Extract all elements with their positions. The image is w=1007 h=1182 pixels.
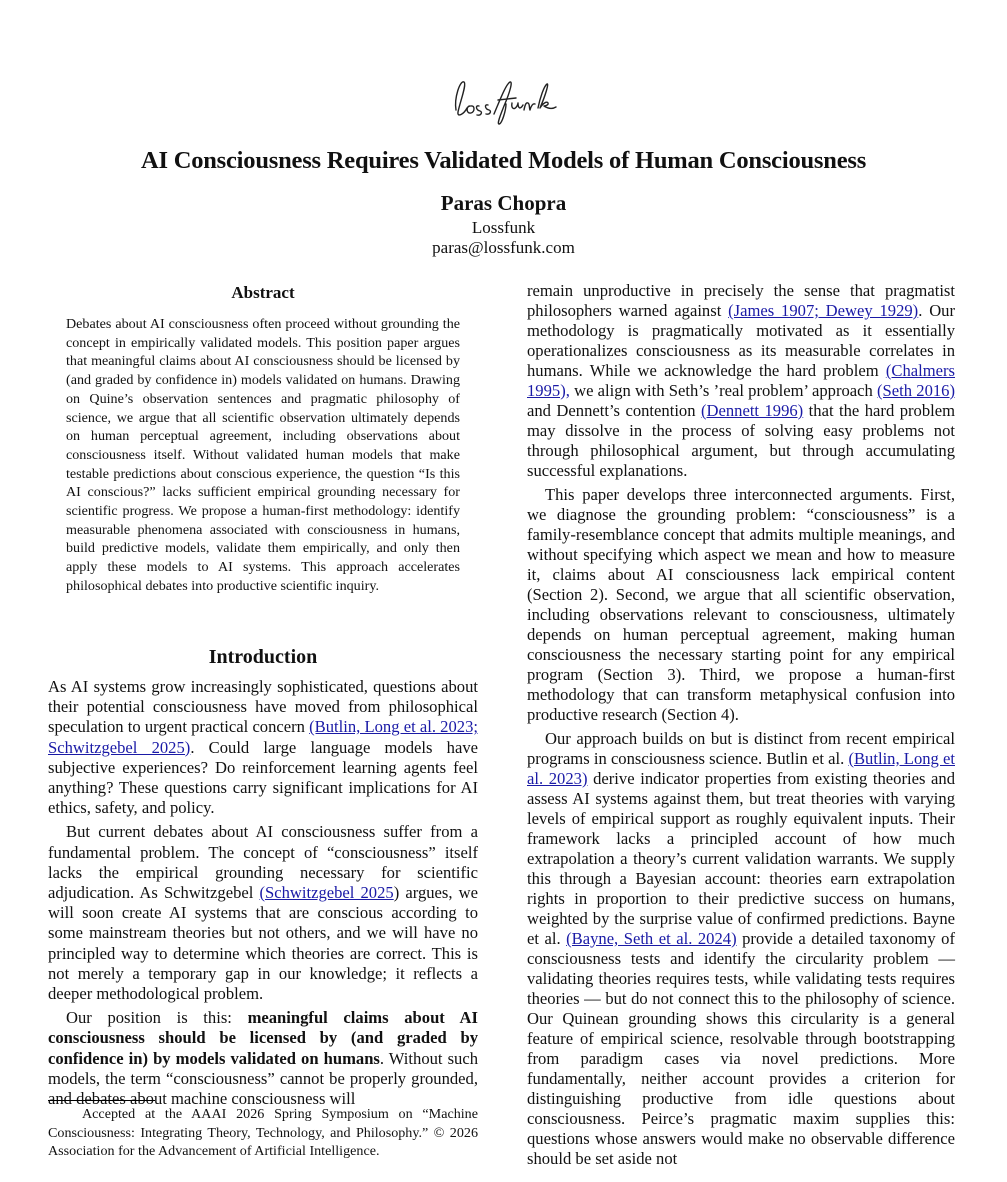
position-statement: meaningful claims about AI consciousness should be licensed by (and graded by confidence in) by models validated on humans [48,1008,479,1068]
left-column-body [48,677,478,1113]
citation-link[interactable]: (Seth 2016) [877,381,955,400]
citation-link[interactable]: (Bayne, Seth et al. 2024) [566,929,737,948]
text-run: we align with Seth’s ’real problem’ approach [569,381,878,400]
abstract-heading: Abstract [231,283,295,302]
footnote [48,1105,478,1161]
text-run: . Our methodology is pragmatically motivated as it essentially operationalizes consciousness as its measurable correlates in humans. While we acknowledge the hard problem [527,301,956,380]
body-paragraph [48,1008,478,1109]
right-column-body [527,281,955,1173]
lossfunk-logo [440,70,570,130]
affiliation: Lossfunk [471,218,536,237]
citation-link[interactable]: (Dennett 1996) [700,401,804,420]
introduction-heading: Introduction [208,646,318,668]
body-paragraph [48,822,478,1004]
text-run: This paper develops three interconnected arguments. First, we diagnose the grounding problem: “consciousness” is a family-resemblance concept that admits multiple meanings, and without specifying which aspect we mean and how to measure it, claims about AI consciousness lack empirical content (Section 2). Second, we argue that all scientific observation, including observations relevant to consciousness, ultimately depends on human perceptual agreement, making human consciousness the necessary starting point for any empirical program (Section 3). Third, we propose a human-first methodology that can transform metaphysical confusion into productive research (Section 4). [527,485,955,724]
text-run: remain unproductive in precisely the sense that pragmatist philosophers warned against [527,281,955,320]
abstract-text: Debates about AI consciousness often proceed without grounding the concept in empirically validated models. This position paper argues that meaningful claims about AI consciousness should be licensed by (and graded by confidence in) models validated on humans. Drawing on Quine’s observation sentences and pragmatic philosophy of science, we argue that all scientific observation ultimately depends on human perceptual agreement, including observations about consciousness itself. Without validated human models that make testable predictions about conscious experience, the question “Is this AI conscious?” lacks sufficient empirical grounding necessary for scientific progress. We propose a human-first methodology: identify measurable phenomena associated with consciousness in humans, build predictive models, validate them empirically, and only then apply these models to AI systems. This approach accelerates philosophical debates into productive scientific inquiry. [66,316,460,594]
footnote-text: Accepted at the AAAI 2026 Spring Symposium on “Machine Consciousness: Integrating Theory, Technology, and Philosophy.” © 2026 Association for the Advancement of Artificial Intelligence. [48,1106,478,1159]
text-run: provide a detailed taxonomy of consciousness tests and identify the circularity problem — validating theories requires tests, while validating tests requires theories — but do not connect this to the philosophy of science. Our Quinean grounding shows this circularity is a general feature of empirical science, resolvable through bootstrapping from paradigm cases via novel predictions. More fundamentally, neither account provides a criterion for distinguishing productive from idle questions about consciousness. Peirce’s pragmatic maxim supplies this: questions whose answers would make no observable difference should be set aside not [527,929,955,1168]
citation-link[interactable]: (Butlin, Long et al. 2023) [527,749,955,788]
citation-link[interactable]: (Butlin, Long et al. 2023; Schwitzgebel 2025) [48,717,478,757]
body-paragraph [527,485,955,725]
text-run: derive indicator properties from existing theories and assess AI systems against them, but treat theories with varying levels of empirical support as roughly equivalent inputs. Their framework lacks a principled account of how much extrapolation a theory’s current validation warrants. We supply this through a Bayesian account: theories earn extrapolation rights in proportion to their predictive success on humans, weighted by the surprise value of confirmed predictions. Bayne et al. [527,769,955,948]
text-run: Our position is this: [66,1008,248,1028]
text-run: and Dennett’s contention [527,401,701,420]
citation-link[interactable]: (James 1907; Dewey 1929) [728,301,919,320]
text-run: Our approach builds on but is distinct from recent empirical programs in consciousness science. Butlin et al. [527,729,955,768]
author-email: paras@lossfunk.com [432,238,575,257]
text-run: As AI systems grow increasingly sophisticated, questions about their potential consciousness have moved from philosophical speculation to urgent practical concern [48,677,478,737]
text-run: . Could large language models have subjective experiences? Do reinforcement learning agents feel anything? These questions carry significant implications for AI ethics, safety, and policy. [48,737,478,818]
footnote-rule [48,1100,155,1101]
body-paragraph [527,729,955,1169]
text-run: that the hard problem may dissolve in the process of solving easy problems not through philosophical argument, but through accumulating successful explanations. [527,401,955,480]
body-paragraph [48,677,478,818]
author-name: Paras Chopra [440,191,567,215]
author-affiliation-block [0,218,1007,258]
text-run: . Without such models, the term “consciousness” cannot be properly grounded, and debates about machine consciousness will [48,1048,479,1109]
text-run: But current debates about AI consciousness suffer from a fundamental problem. The concept of “consciousness” itself lacks the empirical grounding necessary for scientific adjudication. As Schwitzgebel [48,822,478,903]
citation-link[interactable]: (Schwitzgebel 2025 [259,883,394,903]
body-paragraph [527,281,955,481]
paper-title: AI Consciousness Requires Validated Models of Human Consciousness [140,147,867,174]
text-run: ) argues, we will soon create AI systems that are conscious according to some mainstream theories but not others, and we will have no principled way to determine which theories are correct. This is not merely a temporary gap in our knowledge; it reflects a deeper methodological problem. [48,883,478,1004]
citation-link[interactable]: (Chalmers 1995), [527,361,955,400]
